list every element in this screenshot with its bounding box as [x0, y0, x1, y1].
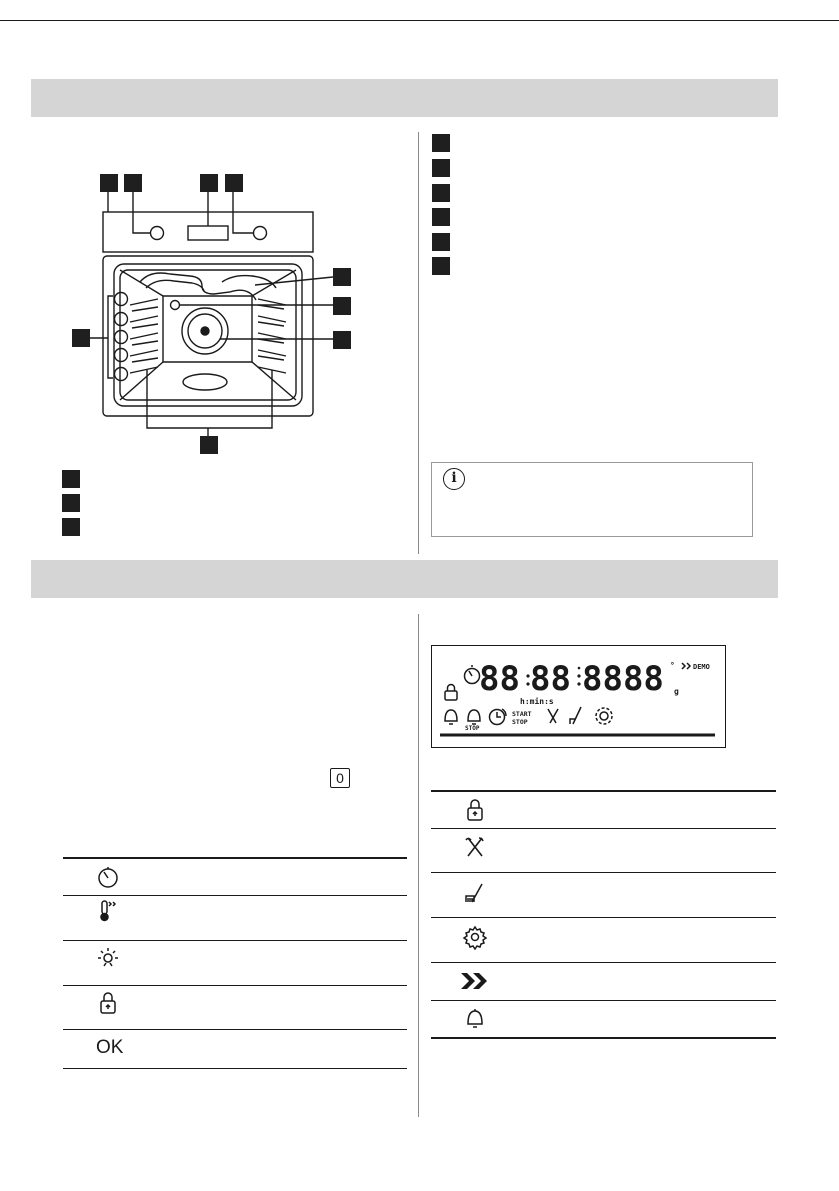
table-rule — [431, 1037, 776, 1039]
table-rule — [431, 1000, 776, 1001]
display-time-units: h:min:s — [520, 697, 554, 706]
info-icon: i — [443, 468, 465, 490]
callout-marker — [333, 331, 351, 349]
table-rule — [63, 940, 407, 941]
callout-marker — [225, 174, 243, 192]
callout-marker — [100, 174, 118, 192]
lamp-icon — [95, 945, 121, 971]
settings-gear-icon — [462, 924, 488, 950]
table-rule — [63, 857, 407, 859]
timer-icon — [95, 864, 121, 890]
callout-marker — [200, 174, 218, 192]
table-rule — [431, 962, 776, 963]
table-rule — [431, 872, 776, 873]
display-digits-seconds: 8888 — [582, 659, 664, 699]
legend-marker — [432, 159, 450, 177]
legend-marker — [62, 494, 80, 512]
display-stop-label: STOP — [512, 718, 528, 726]
legend-marker — [432, 208, 450, 226]
table-rule — [431, 917, 776, 918]
table-rule — [431, 828, 776, 829]
display-demo-label: DEMO — [693, 663, 710, 671]
display-digits-minutes: 88 — [530, 659, 571, 699]
display-panel — [431, 645, 726, 748]
display-degree-mark: ° — [670, 661, 675, 670]
legend-marker — [432, 233, 450, 251]
callout-marker — [333, 297, 351, 315]
callout-marker — [124, 174, 142, 192]
callout-marker — [200, 436, 218, 454]
table-rule — [63, 895, 407, 896]
lock-icon — [462, 797, 488, 823]
bell-icon — [462, 1005, 488, 1031]
display-gram-unit: g — [674, 687, 679, 696]
fast-heat-up-icon — [95, 898, 121, 924]
legend-marker — [432, 184, 450, 202]
legend-marker — [62, 518, 80, 536]
table-rule — [63, 1029, 407, 1030]
info-note-box — [431, 462, 753, 537]
display-bell-stop-label: STOP — [465, 725, 480, 732]
display-start-label: START — [512, 710, 532, 718]
section-header-band-2 — [31, 560, 778, 598]
legend-marker — [432, 134, 450, 152]
table-rule — [63, 985, 407, 986]
double-chevron-icon — [458, 968, 492, 994]
legend-marker — [432, 257, 450, 275]
column-separator-2 — [418, 614, 419, 1117]
zero-key-symbol: 0 — [330, 768, 350, 788]
table-rule — [431, 790, 776, 792]
table-rule — [63, 1068, 407, 1069]
display-digits-hours: 88 — [479, 659, 520, 699]
ok-button-symbol: OK — [96, 1037, 124, 1058]
callout-marker — [333, 268, 351, 286]
cutlery-icon — [462, 834, 488, 860]
cleaning-brush-icon — [462, 880, 488, 906]
callout-marker — [72, 329, 90, 347]
lock-icon — [95, 990, 121, 1016]
legend-marker — [62, 470, 80, 488]
